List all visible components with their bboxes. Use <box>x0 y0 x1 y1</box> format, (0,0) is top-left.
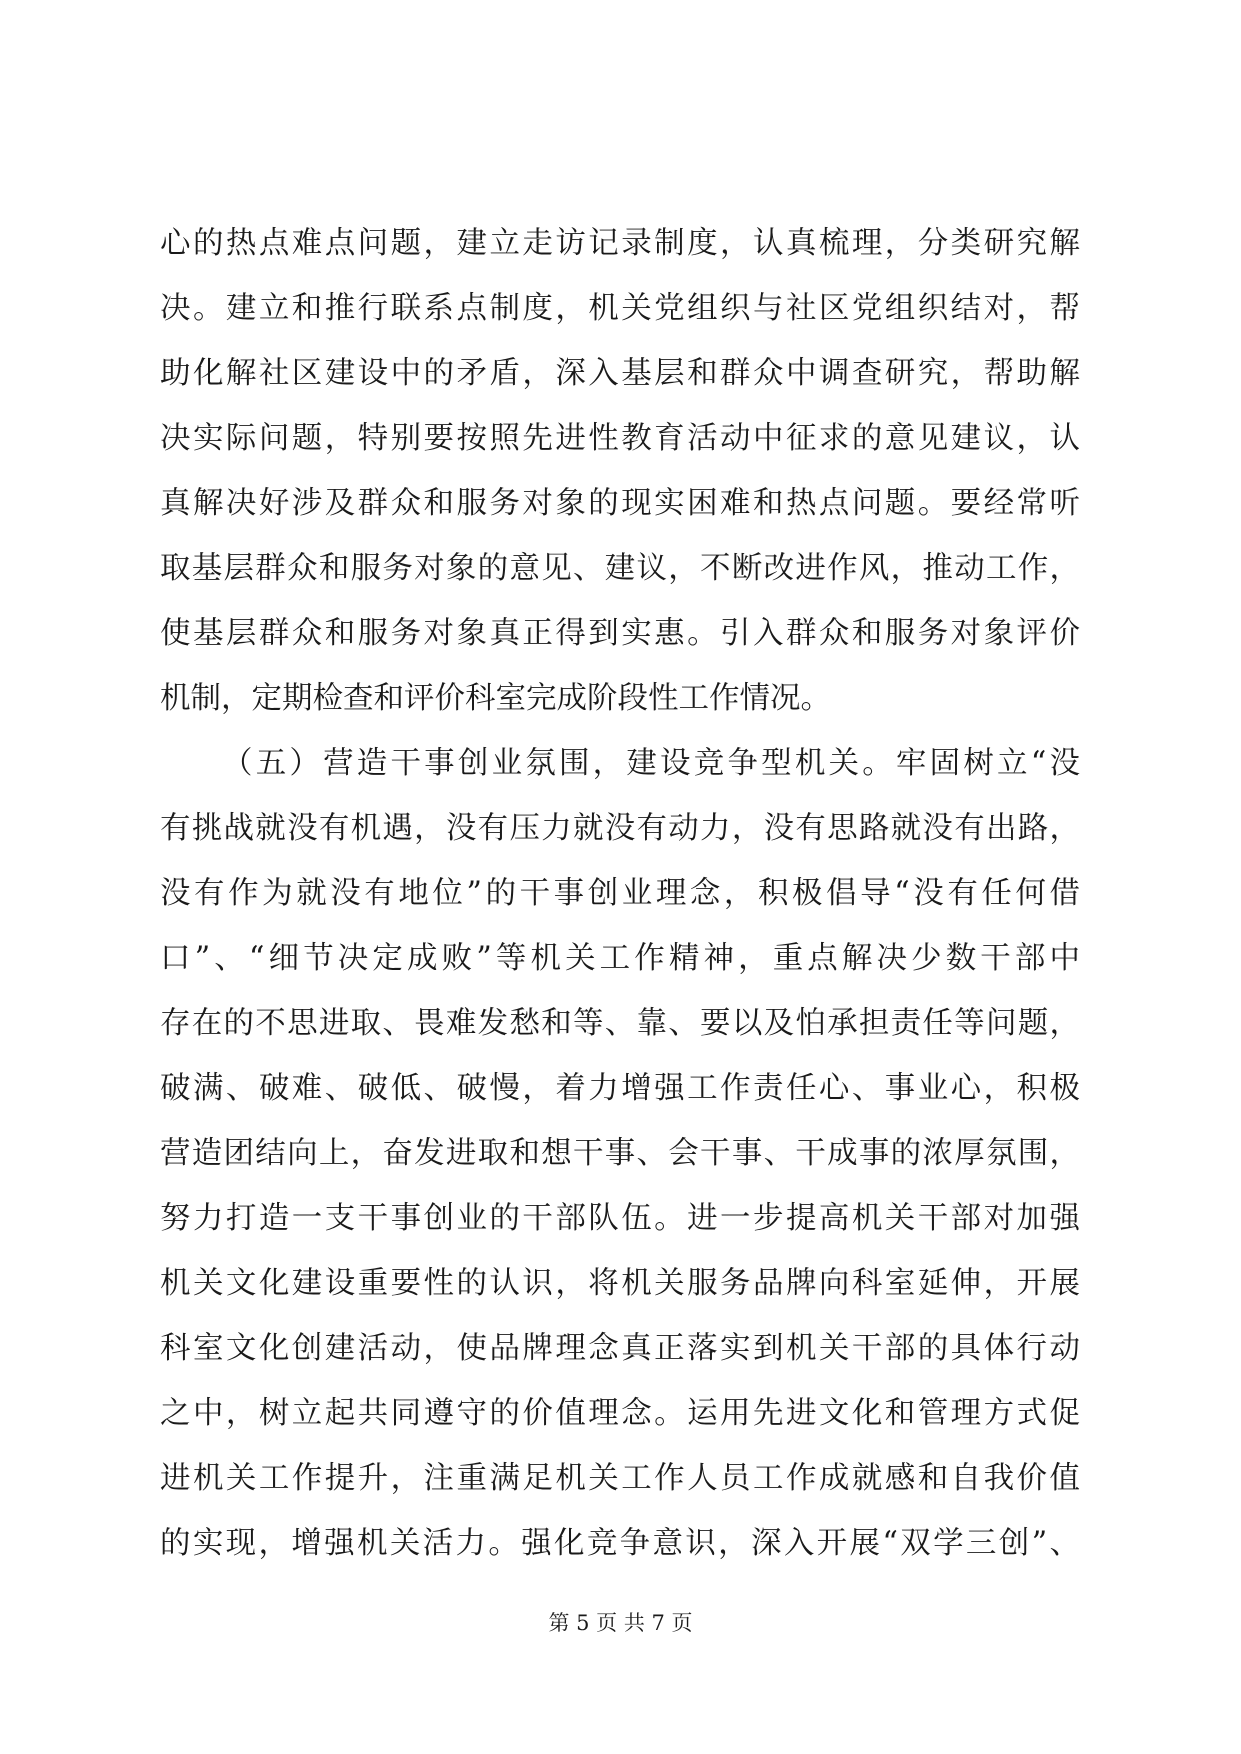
body-line: 营造团结向上，奋发进取和想干事、会干事、干成事的浓厚氛围， <box>160 1136 1080 1171</box>
body-line: 取基层群众和服务对象的意见、建议，不断改进作风，推动工作， <box>160 551 1080 586</box>
page-number-footer: 第 5 页 共 7 页 <box>548 1611 693 1635</box>
body-line: 决。建立和推行联系点制度，机关党组织与社区党组织结对，帮 <box>160 291 1080 326</box>
body-line: 存在的不思进取、畏难发愁和等、靠、要以及怕承担责任等问题， <box>160 1006 1080 1041</box>
body-line: 心的热点难点问题，建立走访记录制度，认真梳理，分类研究解 <box>160 226 1080 261</box>
body-line: 真解决好涉及群众和服务对象的现实困难和热点问题。要经常听 <box>160 486 1080 521</box>
body-line: 决实际问题，特别要按照先进性教育活动中征求的意见建议，认 <box>160 421 1080 456</box>
body-line: 科室文化创建活动，使品牌理念真正落实到机关干部的具体行动 <box>160 1331 1080 1366</box>
body-line: 机关文化建设重要性的认识，将机关服务品牌向科室延伸，开展 <box>160 1266 1080 1301</box>
body-line: 没有作为就没有地位”的干事创业理念，积极倡导“没有任何借 <box>160 876 1080 911</box>
body-line: 之中，树立起共同遵守的价值理念。运用先进文化和管理方式促 <box>160 1396 1080 1431</box>
body-line: 进机关工作提升，注重满足机关工作人员工作成就感和自我价值 <box>160 1461 1080 1496</box>
body-line: 有挑战就没有机遇，没有压力就没有动力，没有思路就没有出路， <box>160 811 1080 846</box>
body-line: 机制，定期检查和评价科室完成阶段性工作情况。 <box>160 681 831 716</box>
section-heading-line: （五）营造干事创业氛围，建设竞争型机关。牢固树立“没 <box>222 746 1080 781</box>
body-line: 破满、破难、破低、破慢，着力增强工作责任心、事业心，积极 <box>160 1071 1080 1106</box>
body-line: 努力打造一支干事创业的干部队伍。进一步提高机关干部对加强 <box>160 1201 1080 1236</box>
body-line: 的实现，增强机关活力。强化竞争意识，深入开展“双学三创”、 <box>160 1526 1080 1561</box>
body-line: 使基层群众和服务对象真正得到实惠。引入群众和服务对象评价 <box>160 616 1080 651</box>
body-line: 口”、“细节决定成败”等机关工作精神，重点解决少数干部中 <box>160 941 1080 976</box>
body-line: 助化解社区建设中的矛盾，深入基层和群众中调查研究，帮助解 <box>160 356 1080 391</box>
